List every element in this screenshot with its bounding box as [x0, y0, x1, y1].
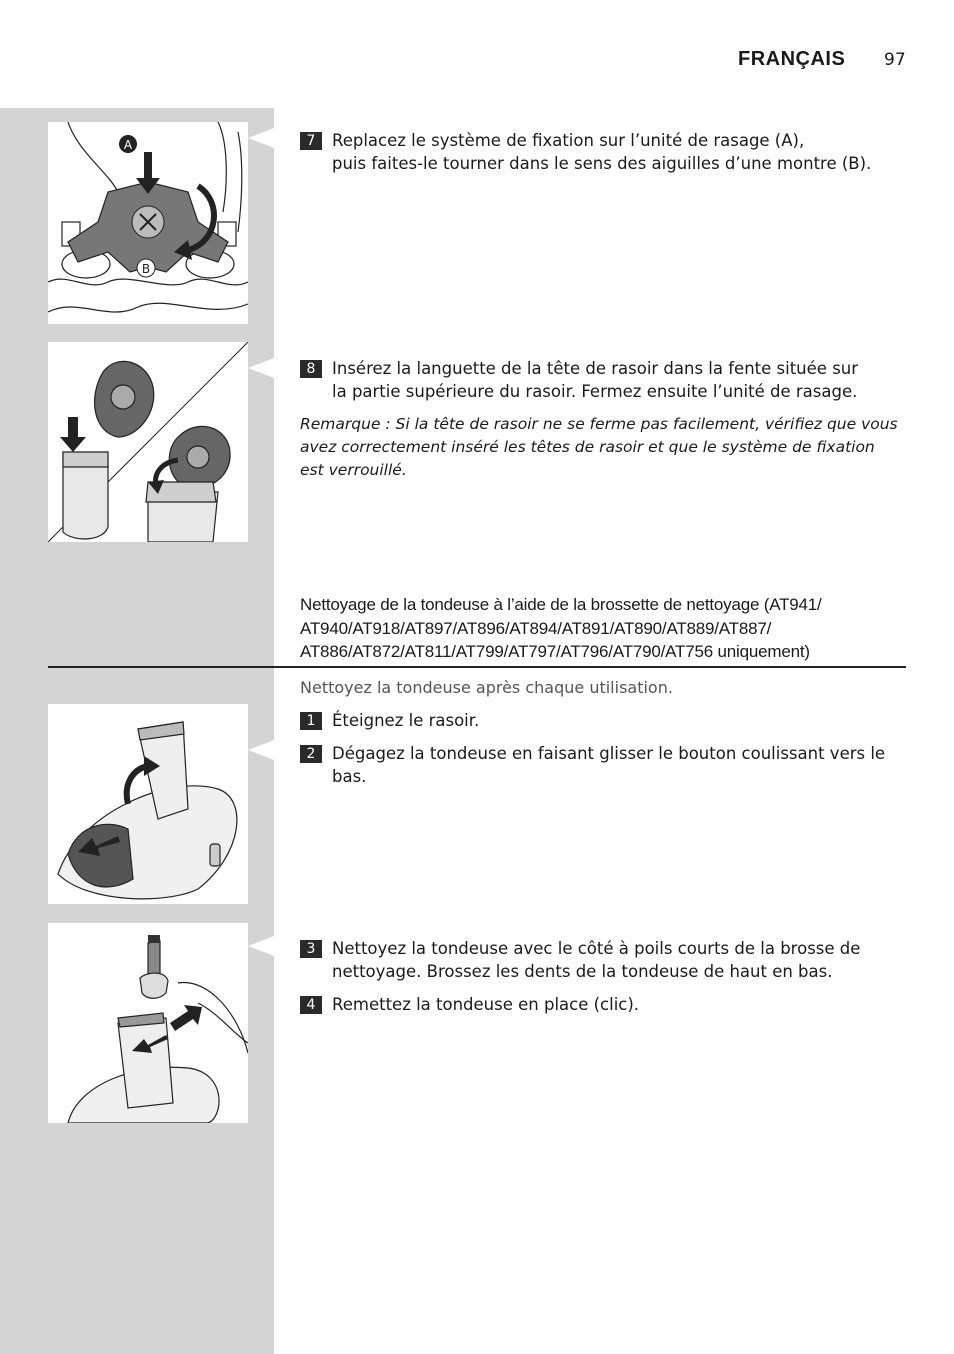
- step-item: [300, 742, 900, 788]
- step-item: [300, 993, 900, 1016]
- step-block-7: [300, 129, 900, 185]
- step-block-1-2: [300, 676, 900, 798]
- illustration-brush-trimmer: [48, 923, 248, 1123]
- step-number: 7: [300, 132, 322, 150]
- figure-label-b: B: [141, 262, 151, 276]
- shaving-unit-drawing: [48, 342, 248, 542]
- step-item: [300, 129, 900, 175]
- step-block-8: [300, 357, 900, 482]
- callout-pointer: [248, 358, 274, 378]
- step-line: Replacez le système de fixation sur l’unité de rasage (A),: [332, 131, 805, 150]
- note-text: Remarque : Si la tête de rasoir ne se ferme pas facilement, vérifiez que vous avez correctement inséré les têtes de rasoir et que le système de fixation est verrouillé.: [300, 415, 898, 479]
- release-trimmer-drawing: [48, 704, 248, 904]
- language-label: FRANÇAIS: [738, 48, 846, 70]
- illustration-release-trimmer: [48, 704, 248, 904]
- section-heading: Nettoyage de la tondeuse à l’aide de la brossette de nettoyage (AT941/ AT940/AT918/AT897/AT896/AT894/AT891/AT890/AT889/AT887/ AT886/AT872/AT811/AT799/AT797/AT796/AT790/AT756 uniquement): [300, 595, 822, 661]
- step-text: [332, 357, 900, 403]
- retaining-frame-drawing: [48, 122, 248, 324]
- step-item: [300, 937, 900, 983]
- step-number: 2: [300, 745, 322, 763]
- callout-pointer: [248, 936, 274, 956]
- callout-pointer: [248, 128, 274, 148]
- page-number: 97: [884, 50, 906, 70]
- illustration-fix-retaining-frame: [48, 122, 248, 324]
- callout-pointer: [248, 740, 274, 760]
- step-number: 8: [300, 360, 322, 378]
- step-text: Remettez la tondeuse en place (clic).: [332, 995, 640, 1014]
- step-text: Nettoyez la tondeuse avec le côté à poils courts de la brosse de nettoyage. Brossez les dents de la tondeuse de haut en bas.: [332, 939, 861, 981]
- step-number: 4: [300, 996, 322, 1014]
- step-text: Éteignez le rasoir.: [332, 711, 480, 730]
- brush-trimmer-drawing: [48, 923, 248, 1123]
- step-item: [300, 709, 900, 732]
- step-number: 1: [300, 712, 322, 730]
- intro-text: Nettoyez la tondeuse après chaque utilisation.: [300, 678, 673, 697]
- step-text: Dégagez la tondeuse en faisant glisser le bouton coulissant vers le bas.: [332, 744, 886, 786]
- section-divider: [48, 666, 906, 668]
- step-line: puis faites-le tourner dans le sens des aiguilles d’une montre (B).: [332, 154, 872, 173]
- step-line: Insérez la languette de la tête de rasoir dans la fente située sur: [332, 359, 859, 378]
- step-block-3-4: [300, 937, 900, 1026]
- step-line: la partie supérieure du rasoir. Fermez ensuite l’unité de rasage.: [332, 382, 858, 401]
- illustration-close-shaving-unit: [48, 342, 248, 542]
- figure-label-a: A: [123, 138, 133, 152]
- step-text: [332, 129, 900, 175]
- step-item: [300, 357, 900, 403]
- step-number: 3: [300, 940, 322, 958]
